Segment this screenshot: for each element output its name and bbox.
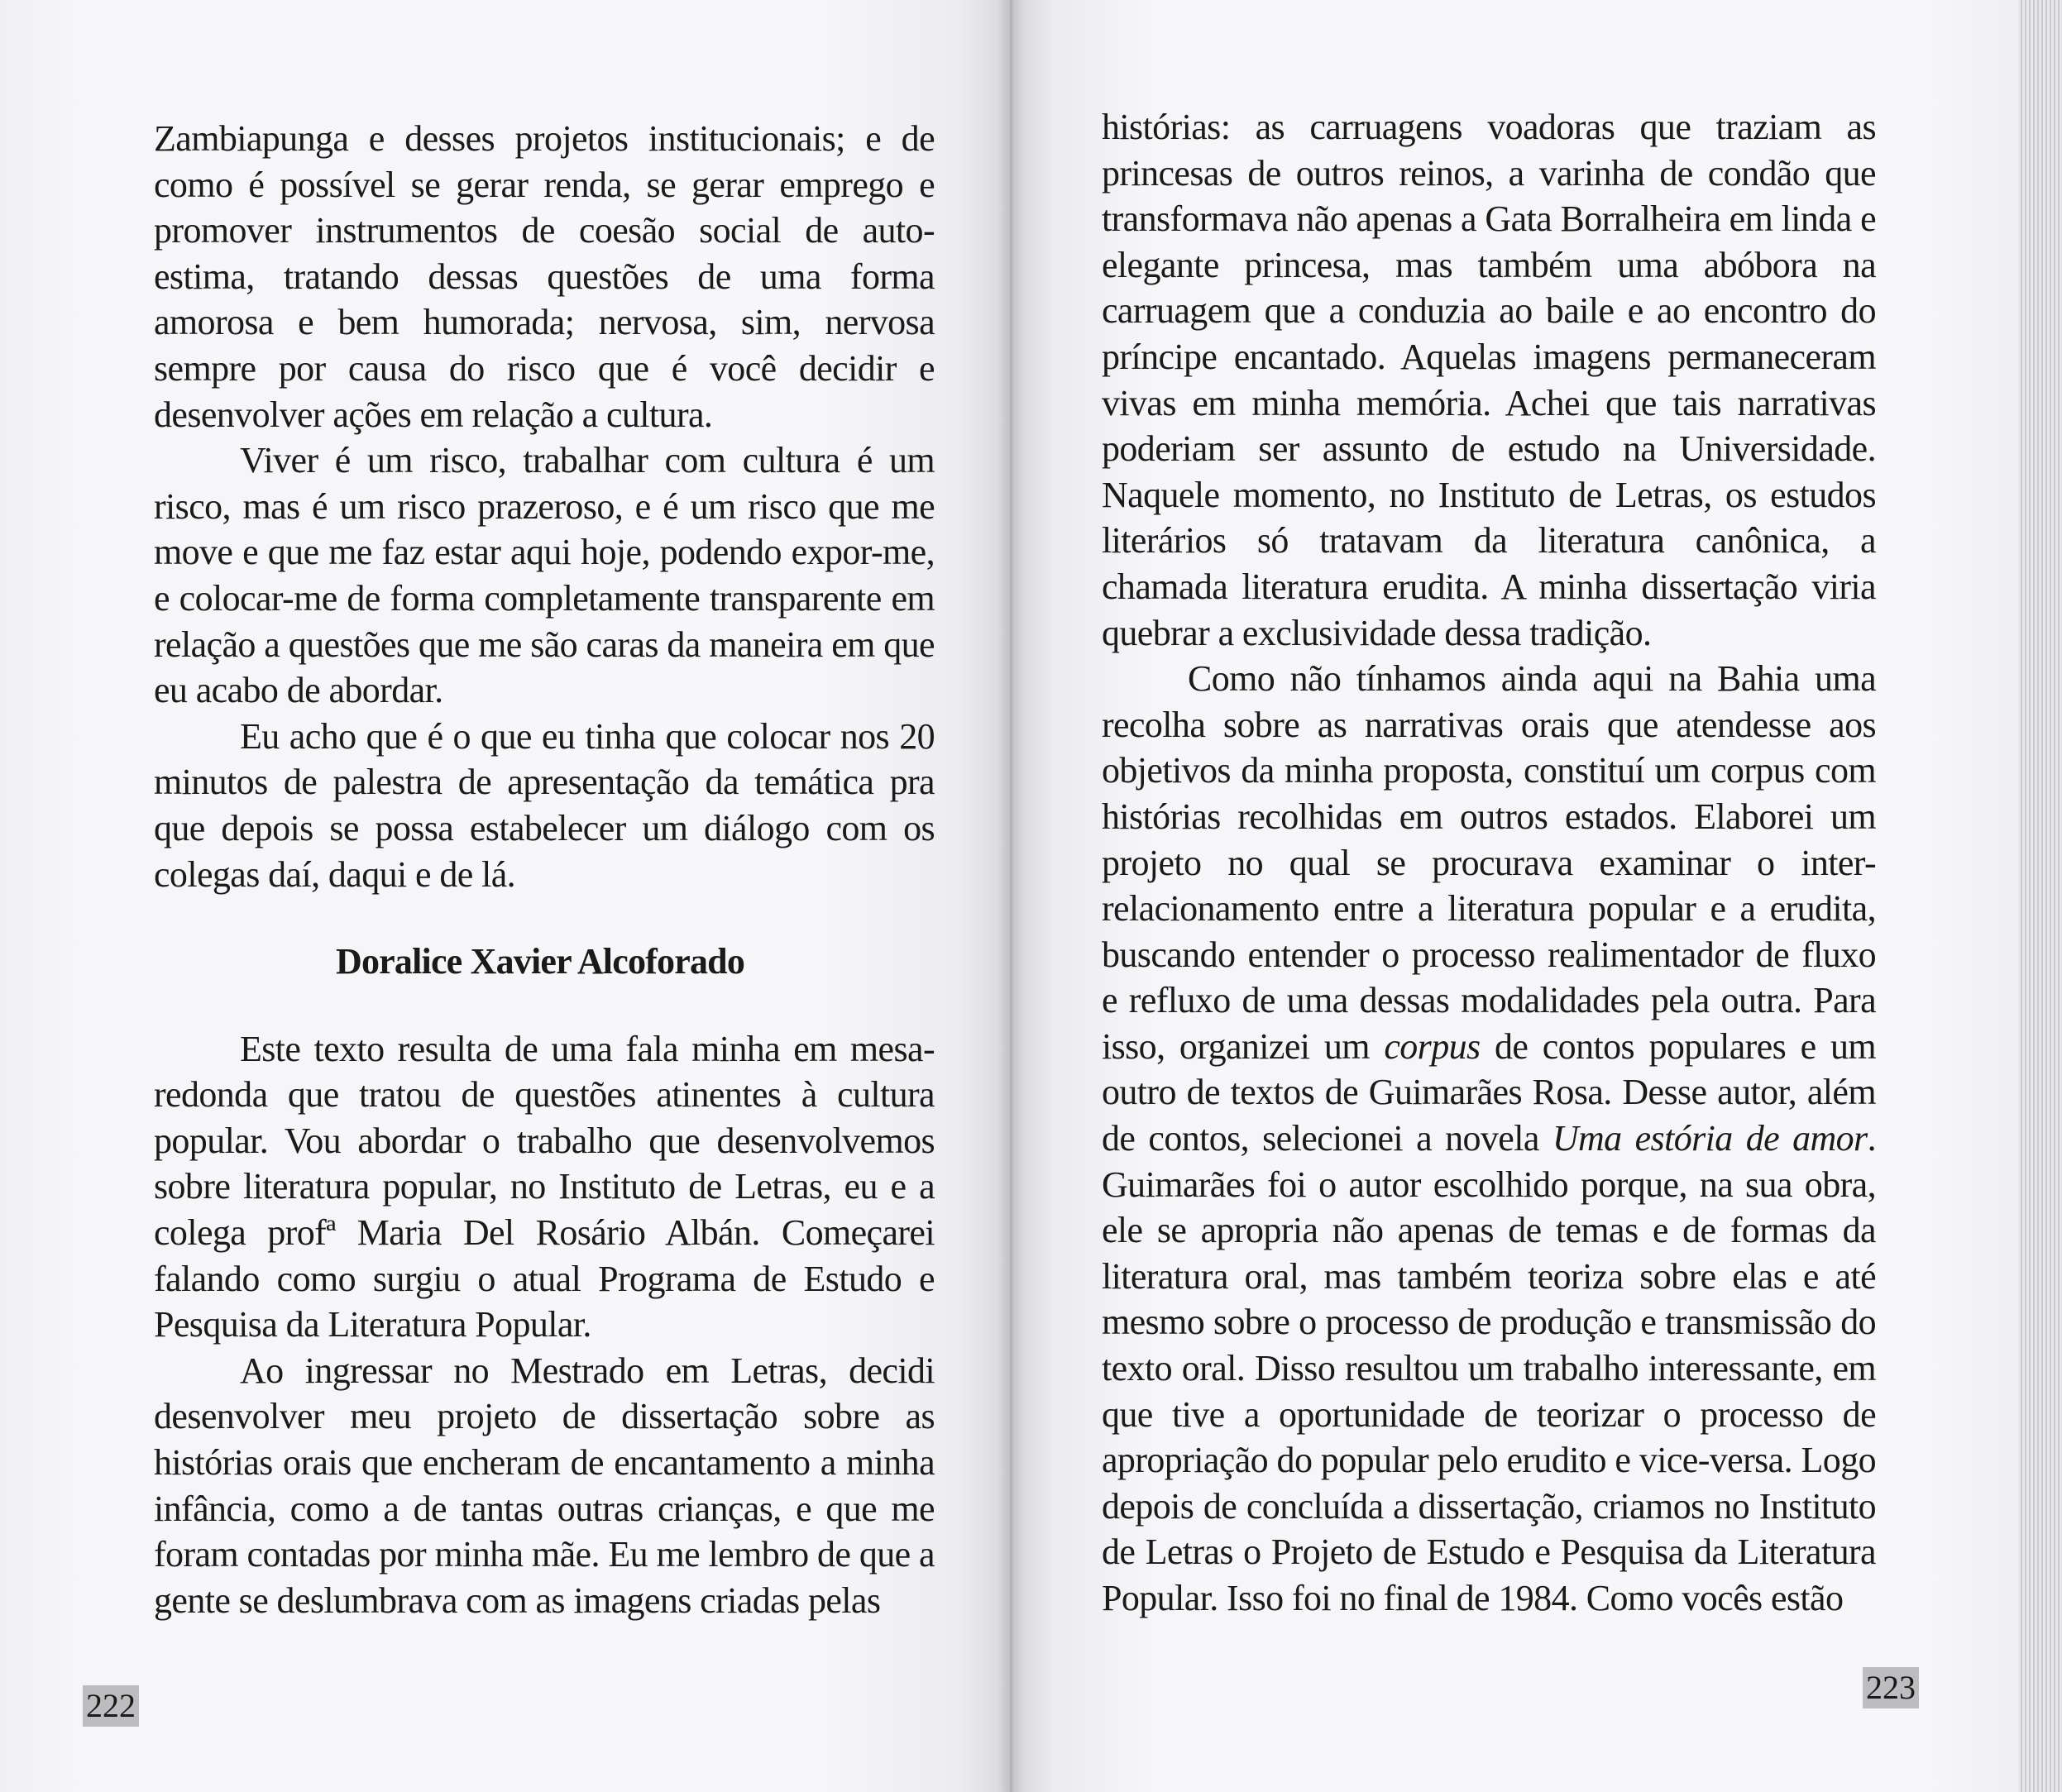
novel-title: Uma estória de amor: [1552, 1118, 1868, 1159]
page-number: 222: [83, 1685, 139, 1727]
left-page-text: [154, 116, 935, 1623]
paragraph: Ao ingressar no Mestrado em Letras, decidi desenvolver meu projeto de dissertação sobre as histórias orais que encheram de encantamento a minha infância, como a de tantas outras crianças, e que me foram contadas por minha mãe. Eu me lembro de que a gente se deslumbrava com as imagens criadas pelas: [154, 1350, 935, 1621]
paragraph: Eu acho que é o que eu tinha que colocar nos 20 minutos de palestra de apresentação da temática pra que depois se possa estabelecer um diálogo com os colegas daí, daqui e de lá.: [154, 715, 935, 895]
book-gutter: [997, 0, 1025, 1792]
page-edges: [2018, 0, 2062, 1792]
page-number: 223: [1863, 1667, 1919, 1708]
paragraph: Este texto resulta de uma fala minha em mesa-redonda que tratou de questões atinentes à cultura popular. Vou abordar o trabalho que desenvolvemos sobre literatura popular, no Instituto de Letras, eu e a colega profª Maria Del Rosário Albán. Começarei falando como surgiu o atual Programa de Estudo e Pesquisa da Literatura Popular.: [154, 1028, 935, 1345]
paragraph: Zambiapunga e desses projetos institucionais; e de como é possível se gerar renda, se gerar emprego e promover instrumentos de coesão social de auto-estima, tratando dessas questões de uma forma amorosa e bem humorada; nervosa, sim, nervosa sempre por causa do risco que é você decidir e desenvolver ações em relação a cultura.: [154, 118, 935, 435]
paragraph: [1102, 656, 1876, 1621]
text-run: . Guimarães foi o autor escolhido porque, na sua obra, ele se apropria não apenas de temas e de formas da literatura oral, mas também teoriza sobre elas e até mesmo sobre o processo de produção e transmissão do texto oral. Disso resultou um trabalho interessante, em que tive a oportunidade de teorizar o processo de apropriação do popular pelo erudito e vice-versa. Logo depois de concluída a dissertação, criamos no Instituto de Letras o Projeto de Estudo e Pesquisa da Literatura Popular. Isso foi no final de 1984. Como vocês estão: [1102, 1118, 1876, 1618]
italic-term: corpus: [1384, 1025, 1481, 1067]
left-page: [0, 0, 1011, 1792]
right-page-text: [1102, 104, 1876, 1622]
paragraph: histórias: as carruagens voadoras que traziam as princesas de outros reinos, a varinha de condão que transformava não apenas a Gata Borralheira em linda e elegante princesa, mas também uma abóbora na carruagem que a conduzia ao baile e ao encontro do príncipe encantado. Aquelas imagens permaneceram vivas em minha memória. Achei que tais narrativas poderiam ser assunto de estudo na Universidade. Naquele momento, no Instituto de Letras, os estudos literários só tratavam da literatura canônica, a chamada literatura erudita. A minha dissertação viria quebrar a exclusividade dessa tradição.: [1102, 107, 1876, 653]
text-run: Como não tínhamos ainda aqui na Bahia uma recolha sobre as narrativas orais que atendesse aos objetivos da minha proposta, constituí um corpus com histórias recolhidas em outros estados. Elaborei um projeto no qual se procurava examinar o inter-relacionamento entre a literatura popular e a erudita, buscando entender o processo realimentador de fluxo e refluxo de uma dessas modalidades pela outra. Para isso, organizei um: [1102, 658, 1876, 1067]
text-run: de contos populares e um outro de textos de Guimarães Rosa. Desse autor, além de contos, selecionei a novela: [1102, 1025, 1876, 1159]
author-heading: Doralice Xavier Alcoforado: [335, 941, 745, 982]
paragraph: Viver é um risco, trabalhar com cultura é um risco, mas é um risco prazeroso, e é um risco que me move e que me faz estar aqui hoje, podendo expor-me, e colocar-me de forma completamente transparente em relação a questões que me são caras da maneira em que eu acabo de abordar.: [154, 440, 935, 711]
